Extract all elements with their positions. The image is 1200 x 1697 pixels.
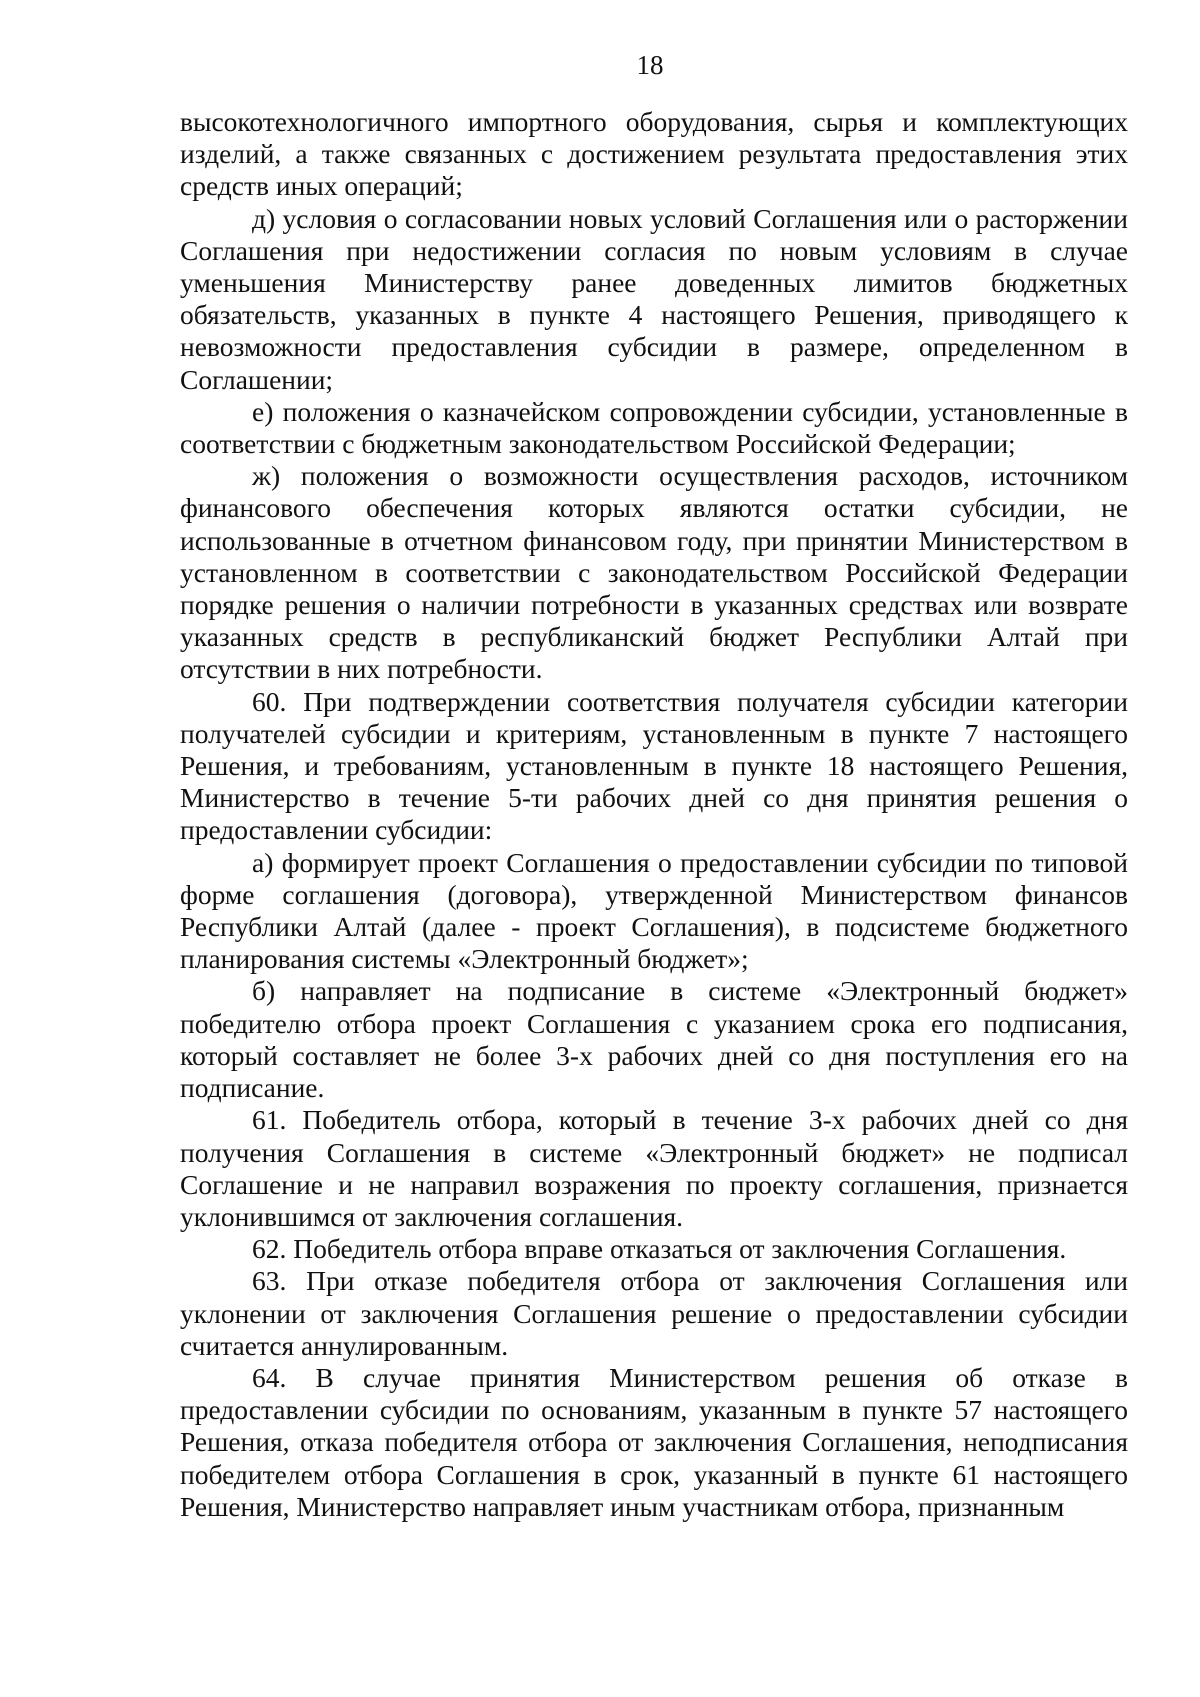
paragraph-continuation: высокотехнологичного импортного оборудования, сырья и комплектующих изделий, а также связанных с достижением результата предоставления этих средств иных операций; xyxy=(180,106,1128,202)
page-number: 18 xyxy=(636,50,664,80)
paragraph-item-e: е) положения о казначейском сопровождении субсидии, установленные в соответствии с бюджетным законодательством Российской Федерации; xyxy=(180,395,1128,460)
paragraph-64: 64. В случае принятия Министерством решения об отказе в предоставлении субсидии по основаниям, указанным в пункте 57 настоящего Решения, отказа победителя отбора от заключения Соглашения, неподписания победителем отбора Соглашения в срок, указанный в пункте 61 настоящего Решения, Министерство направляет иным участникам отбора, признанным xyxy=(180,1361,1128,1522)
paragraph-61: 61. Победитель отбора, который в течение 3-х рабочих дней со дня получения Соглашения в системе «Электронный бюджет» не подписал Соглашение и не направил возражения по проекту соглашения, признается уклонившимся от заключения соглашения. xyxy=(180,1104,1128,1232)
paragraph-item-b: б) направляет на подписание в системе «Электронный бюджет» победителю отбора проект Соглашения с указанием срока его подписания, который составляет не более 3-х рабочих дней со дня поступления его на подписание. xyxy=(180,975,1128,1104)
paragraph-63: 63. При отказе победителя отбора от заключения Соглашения или уклонении от заключения Соглашения решение о предоставлении субсидии считается аннулированным. xyxy=(180,1265,1128,1361)
paragraph-62: 62. Победитель отбора вправе отказаться от заключения Соглашения. xyxy=(252,1233,1067,1265)
paragraph-item-d: д) условия о согласовании новых условий Соглашения или о расторжении Соглашения при недостижении согласия по новым условиям в случае уменьшения Министерству ранее доведенных лимитов бюджетных обязательств, указанных в пункте 4 настоящего Решения, приводящего к невозможности предоставления субсидии в размере, определенном в Соглашении; xyxy=(180,202,1128,395)
document-body xyxy=(180,106,1128,1523)
paragraph-60: 60. При подтверждении соответствия получателя субсидии категории получателей субсидии и критериям, установленным в пункте 7 настоящего Решения, и требованиям, установленным в пункте 18 настоящего Решения, Министерство в течение 5-ти рабочих дней со дня принятия решения о предоставлении субсидии: xyxy=(180,685,1128,846)
paragraph-item-a: а) формирует проект Соглашения о предоставлении субсидии по типовой форме соглашения (договора), утвержденной Министерством финансов Республики Алтай (далее - проект Соглашения), в подсистеме бюджетного планирования системы «Электронный бюджет»; xyxy=(180,846,1128,975)
paragraph-item-zh: ж) положения о возможности осуществления расходов, источником финансового обеспечения которых являются остатки субсидии, не использованные в отчетном финансовом году, при принятии Министерством в установленном в соответствии с законодательством Российской Федерации порядке решения о наличии потребности в указанных средствах или возврате указанных средств в республиканский бюджет Республики Алтай при отсутствии в них потребности. xyxy=(180,460,1128,685)
